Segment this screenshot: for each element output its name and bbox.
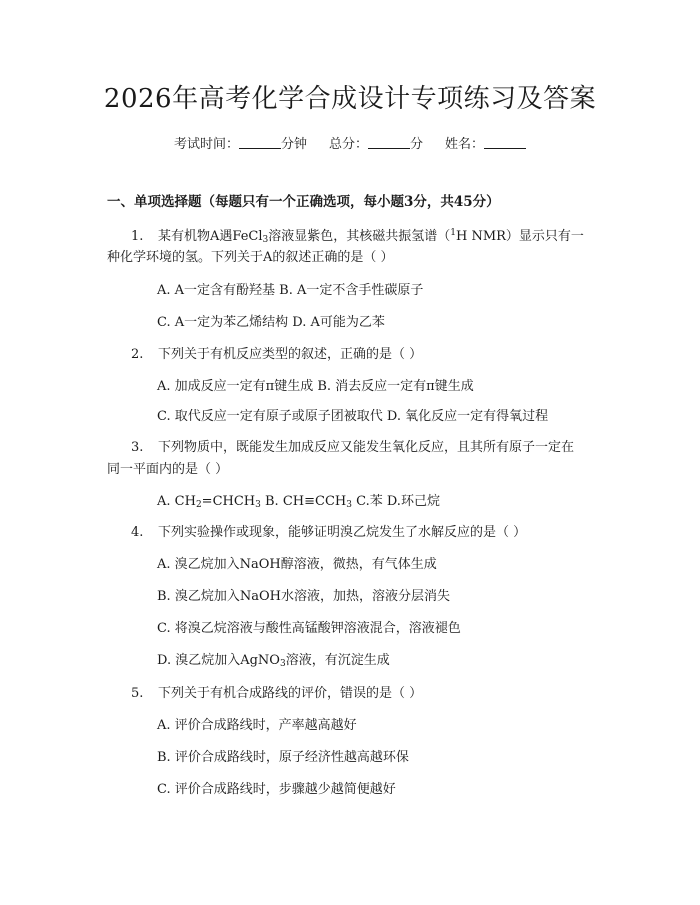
score-unit: 分 <box>410 137 424 152</box>
question-4-option-a: A. 溴乙烷加入NaOH醇溶液，微热，有气体生成 <box>157 557 437 572</box>
question-1-option-cd: C. A一定为苯乙烯结构 D. A可能为乙苯 <box>157 315 385 330</box>
time-blank[interactable] <box>239 136 281 149</box>
section-heading: 一、单项选择题（每题只有一个正确选项，每小题3分，共45分） <box>107 194 500 210</box>
question-2-option-ab: A. 加成反应一定有π键生成 B. 消去反应一定有π键生成 <box>157 379 474 394</box>
question-5-line-1: 5. 下列关于有机合成路线的评价，错误的是（ ） <box>131 686 423 701</box>
time-unit: 分钟 <box>280 137 307 152</box>
page-title: 2026年高考化学合成设计专项练习及答案 <box>103 84 597 114</box>
exam-info-line <box>0 133 700 152</box>
question-number: 1. <box>131 229 144 244</box>
question-3-options: A. $CH_2=CHCH_3$ B. $CH\equiv CCH_3$ C.苯 D.环己烷 <box>157 494 440 510</box>
name-label: 姓名： <box>445 137 485 152</box>
question-5-option-b: B. 评价合成路线时，原子经济性越高越环保 <box>157 750 409 765</box>
question-3-line-2: 同一平面内的是（ ） <box>107 462 229 477</box>
question-number: 2. <box>131 347 144 362</box>
question-2-option-cd: C. 取代反应一定有原子或原子团被取代 D. 氧化反应一定有得氧过程 <box>157 409 549 424</box>
question-4-option-c: C. 将溴乙烷溶液与酸性高锰酸钾溶液混合，溶液褪色 <box>157 621 461 636</box>
score-label: 总分： <box>328 137 368 152</box>
question-3-line-1: 3. 下列物质中，既能发生加成反应又能发生氧化反应，且其所有原子一定在 <box>131 440 575 455</box>
question-4-option-d: D. 溴乙烷加入AgNO$_3$溶液，有沉淀生成 <box>157 653 390 669</box>
question-4-option-b: B. 溴乙烷加入NaOH水溶液，加热，溶液分层消失 <box>157 589 450 604</box>
time-label: 考试时间： <box>173 137 239 152</box>
question-4-line-1: 4. 下列实验操作或现象，能够证明溴乙烷发生了水解反应的是（ ） <box>131 525 527 540</box>
question-2-line-1: 2. 下列关于有机反应类型的叙述，正确的是（ ） <box>131 347 423 362</box>
question-number: 4. <box>131 525 144 540</box>
question-number: 3. <box>131 440 144 455</box>
question-5-option-a: A. 评价合成路线时，产率越高越好 <box>157 718 357 733</box>
name-blank[interactable] <box>484 136 526 149</box>
question-number: 5. <box>131 686 144 701</box>
score-blank[interactable] <box>368 136 410 149</box>
question-1-line-2: 种化学环境的氢。下列关于A的叙述正确的是（ ） <box>107 250 394 265</box>
question-5-option-c: C. 评价合成路线时，步骤越少越简便越好 <box>157 782 396 797</box>
question-1-option-ab: A. A一定含有酚羟基 B. A一定不含手性碳原子 <box>157 283 424 298</box>
question-1-line-1: 1. 某有机物A遇FeCl$_3$溶液显紫色，其核磁共振氢谱（$^1$H NMR）显示只有一 <box>131 228 584 245</box>
